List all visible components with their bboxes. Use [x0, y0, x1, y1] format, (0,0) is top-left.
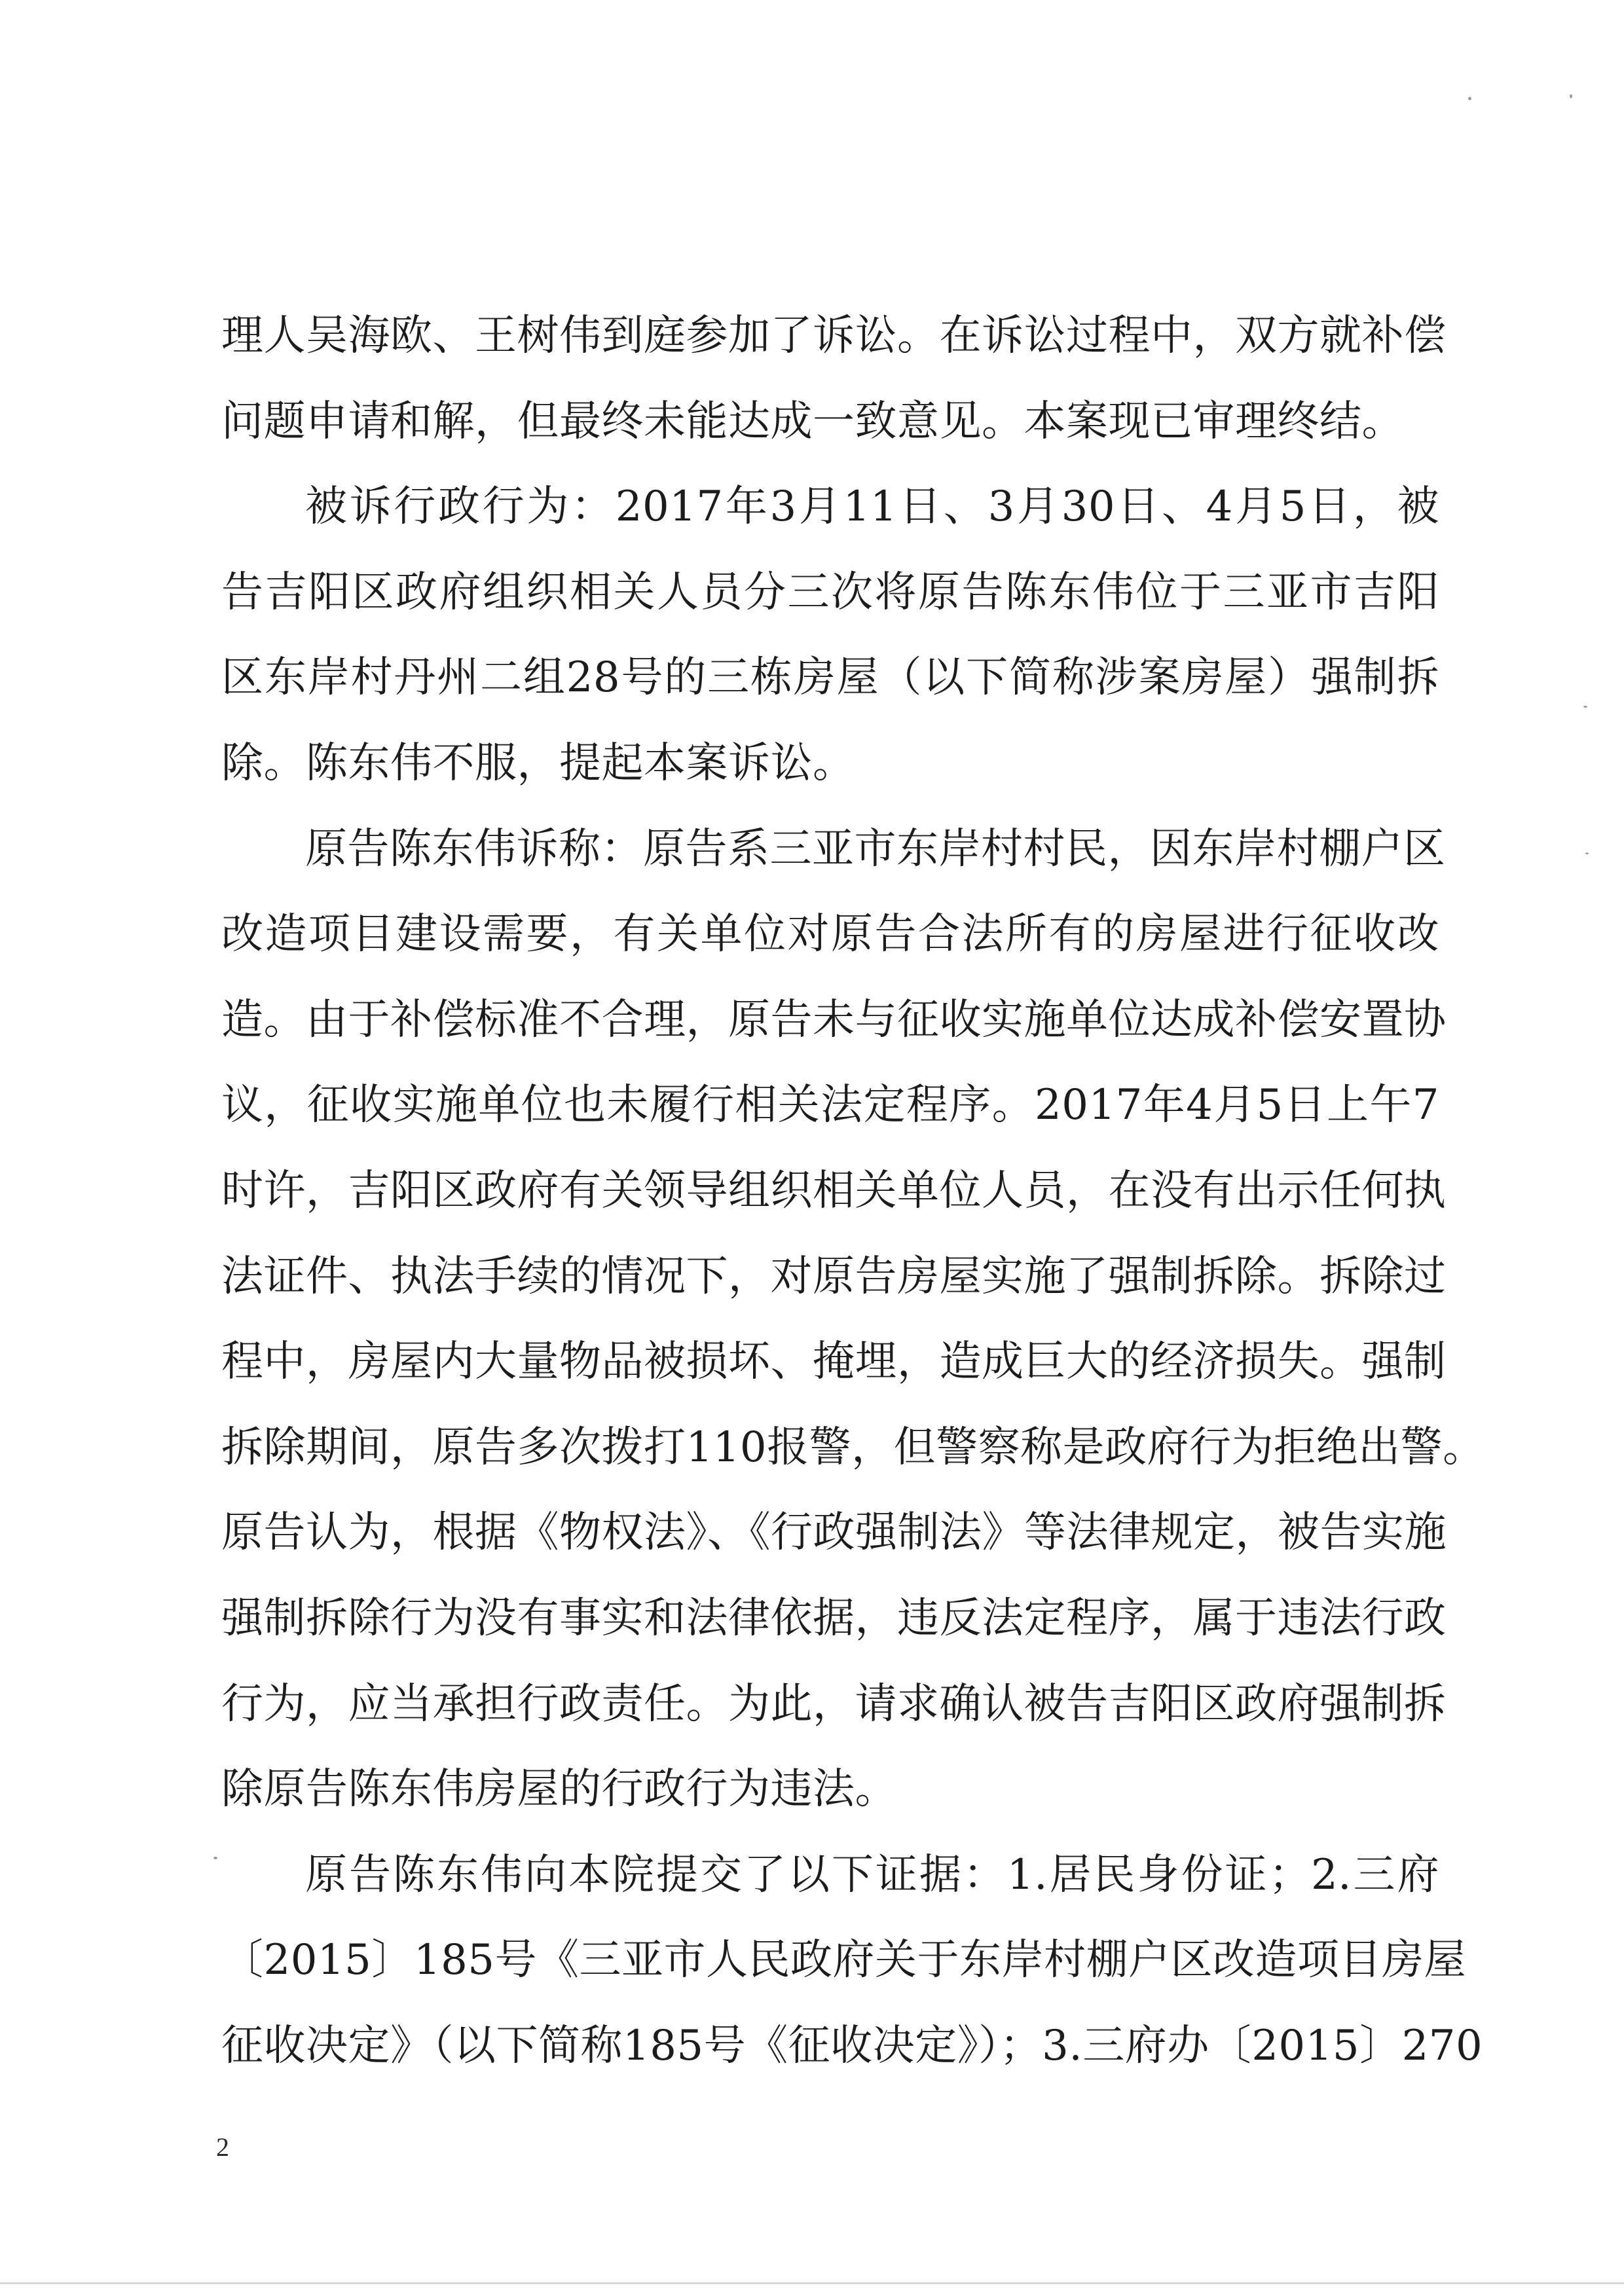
document-body	[221, 293, 1485, 2088]
text-line: 区东岸村丹州二组28号的三栋房屋（以下简称涉案房屋）强制拆	[221, 653, 1439, 702]
page-number: 2	[216, 2132, 229, 2162]
paragraph-first-line: 被诉行政行为：2017年3月11日、3月30日、4月5日，被	[305, 483, 1439, 532]
scan-speck	[1570, 94, 1572, 98]
scan-bottom-edge	[0, 2282, 1624, 2284]
text-line: 征收决定》（以下简称185号《征收决定》）；3.三府办〔2015〕270	[221, 2021, 1483, 2070]
text-line: 原告认为，根据《物权法》、《行政强制法》等法律规定，被告实施	[221, 1508, 1447, 1558]
text-line: 程中，房屋内大量物品被损坏、掩埋，造成巨大的经济损失。强制	[221, 1338, 1447, 1387]
scan-speck	[213, 1857, 217, 1859]
paragraph-first-line: 原告陈东伟诉称：原告系三亚市东岸村村民，因东岸村棚户区	[305, 824, 1446, 873]
text-line: 法证件、执法手续的情况下，对原告房屋实施了强制拆除。拆除过	[221, 1252, 1447, 1301]
text-line: 除。陈东伟不服，提起本案诉讼。	[221, 738, 855, 788]
text-line: 理人吴海欧、王树伟到庭参加了诉讼。在诉讼过程中，双方就补偿	[221, 312, 1447, 360]
paragraph-first-line: 原告陈东伟向本院提交了以下证据：1.居民身份证；2.三府	[305, 1850, 1439, 1899]
scan-speck	[1468, 97, 1471, 100]
text-line: 行为，应当承担行政责任。为此，请求确认被告吉阳区政府强制拆	[221, 1679, 1447, 1728]
text-line: 〔2015〕185号《三亚市人民政府关于东岸村棚户区改造项目房屋	[221, 1936, 1467, 1985]
scan-speck	[1585, 852, 1589, 854]
text-line: 时许，吉阳区政府有关领导组织相关单位人员，在没有出示任何执	[221, 1166, 1447, 1215]
text-line: 议，征收实施单位也未履行相关法定程序。2017年4月5日上午7	[221, 1081, 1439, 1130]
text-line: 拆除期间，原告多次拨打110报警，但警察称是政府行为拒绝出警。	[221, 1423, 1485, 1472]
text-line: 告吉阳区政府组织相关人员分三次将原告陈东伟位于三亚市吉阳	[221, 568, 1439, 617]
text-line: 改造项目建设需要，有关单位对原告合法所有的房屋进行征收改	[221, 910, 1439, 959]
text-line: 除原告陈东伟房屋的行政行为违法。	[221, 1765, 897, 1814]
text-line: 问题申请和解，但最终未能达成一致意见。本案现已审理终结。	[221, 397, 1404, 446]
text-line: 强制拆除行为没有事实和法律依据，违反法定程序，属于违法行政	[221, 1594, 1447, 1643]
scan-speck	[1583, 706, 1587, 708]
text-line: 造。由于补偿标准不合理，原告未与征收实施单位达成补偿安置协	[221, 995, 1447, 1044]
